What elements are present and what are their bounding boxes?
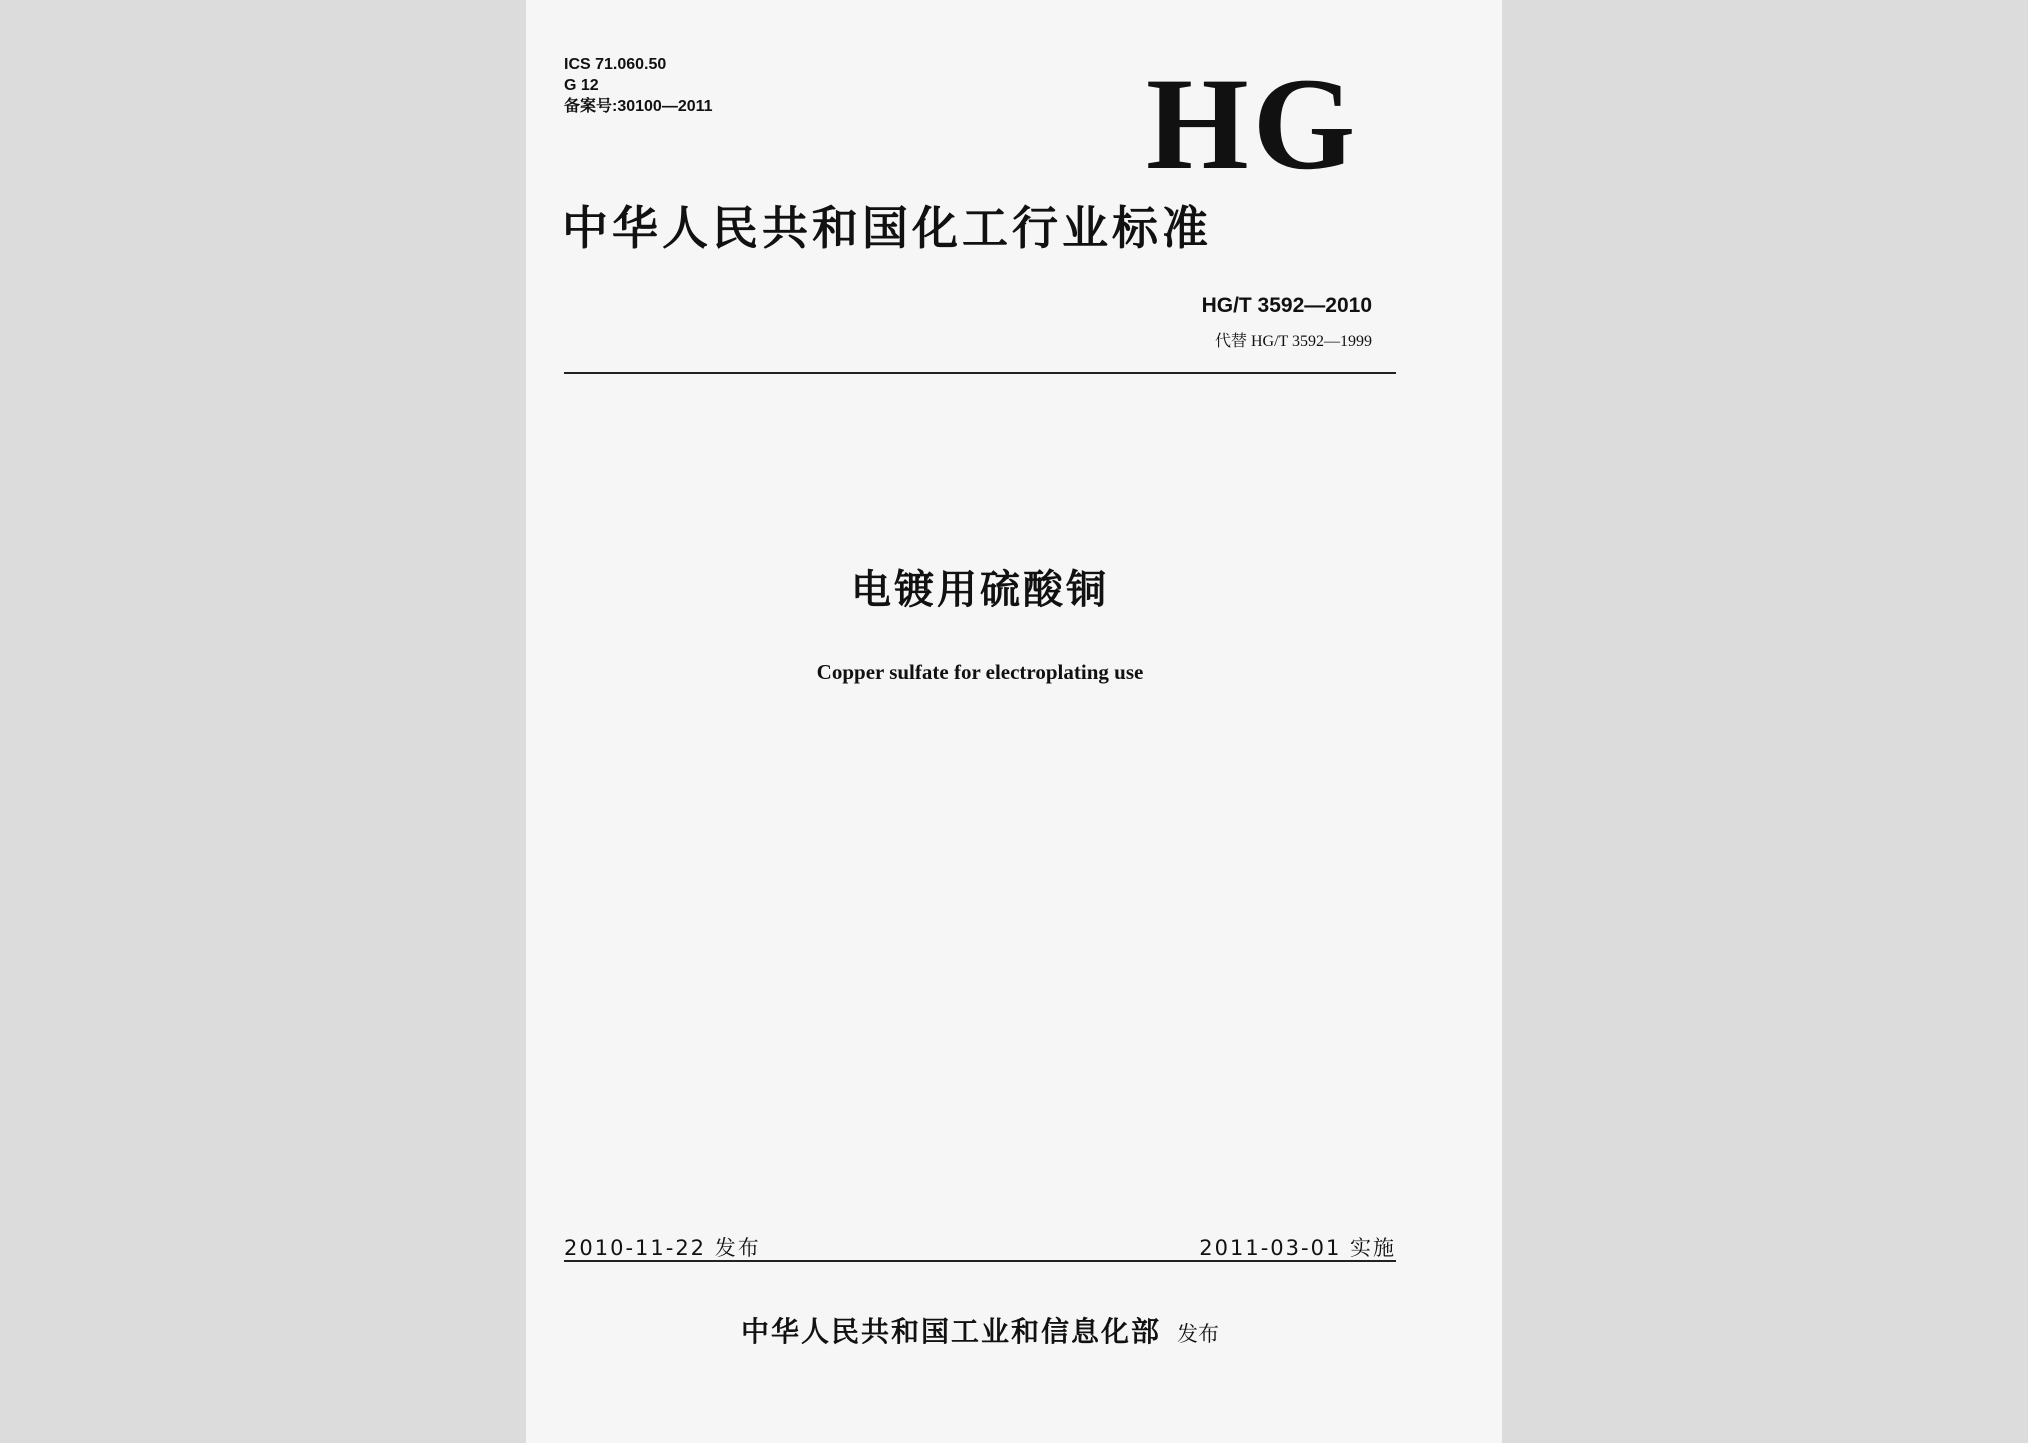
document-title-english: Copper sulfate for electroplating use — [816, 660, 1144, 684]
ccs-code: G 12 — [564, 77, 599, 94]
ics-code: ICS 71.060.50 — [564, 56, 667, 73]
implementation-date: 2011-03-01 实施 — [1199, 1236, 1396, 1260]
document-page — [526, 0, 1502, 1443]
standard-number: HG/T 3592—2010 — [1201, 294, 1372, 317]
document-title-chinese: 电镀用硫酸铜 — [851, 567, 1109, 613]
standard-category-title: 中华人民共和国化工行业标准 — [562, 201, 1212, 255]
publisher-line — [526, 1310, 1434, 1350]
bottom-divider — [564, 1260, 1396, 1262]
classification-block — [564, 54, 713, 117]
top-divider — [564, 372, 1396, 374]
replaces-standard: 代替 HG/T 3592—1999 — [1214, 333, 1372, 350]
issue-date: 2010-11-22 发布 — [564, 1236, 761, 1260]
publisher-verb: 发布 — [1177, 1322, 1219, 1346]
record-number: 备案号:30100—2011 — [564, 98, 713, 115]
publisher-organization: 中华人民共和国工业和信息化部 — [740, 1315, 1161, 1348]
hg-logo: HG — [1146, 50, 1360, 197]
